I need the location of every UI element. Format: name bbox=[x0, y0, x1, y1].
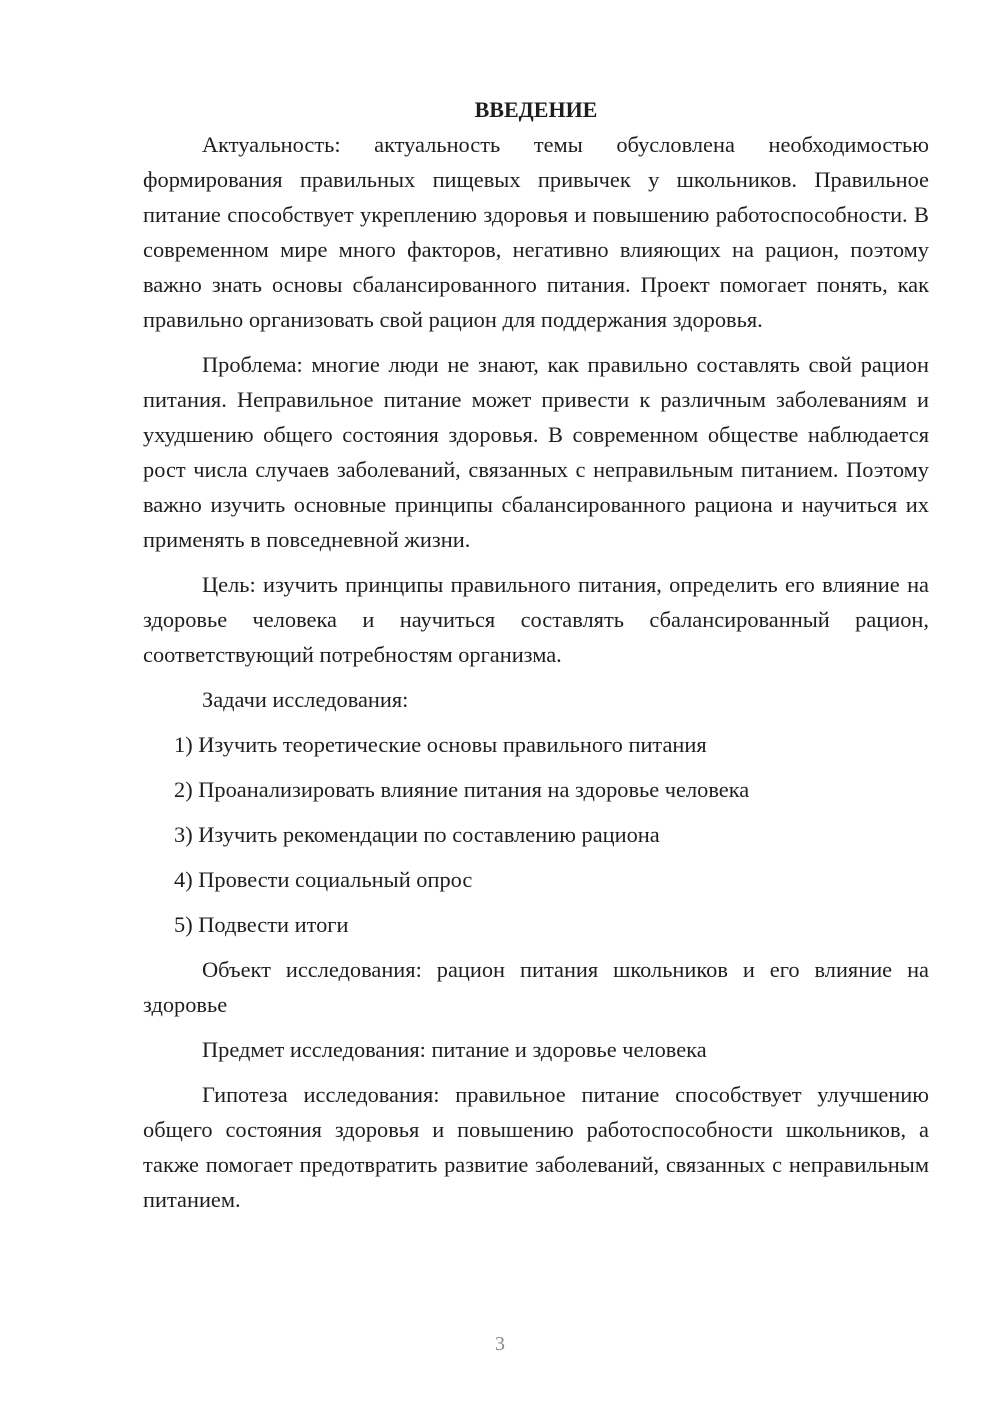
task-item: 2) Проанализировать влияние питания на здоровье человека bbox=[174, 777, 750, 802]
hypothesis-paragraph: Гипотеза исследования: правильное питание способствует улучшению общего состояния здоровья и повышению работоспособности школьников, а также помогает предотвратить развитие заболеваний, связанных с неправильным питанием. bbox=[143, 1082, 929, 1212]
tasks-list bbox=[143, 727, 929, 942]
page-number: 3 bbox=[495, 1333, 505, 1355]
object-paragraph: Объект исследования: рацион питания школьников и его влияние на здоровье bbox=[143, 957, 929, 1017]
relevance-paragraph: Актуальность: актуальность темы обусловлена необходимостью формирования правильных пищевых привычек у школьников. Правильное питание способствует укреплению здоровья и повышению работоспособности. В современном мире много факторов, негативно влияющих на рацион, поэтому важно знать основы сбалансированного питания. Проект помогает понять, как правильно организовать свой рацион для поддержания здоровья. bbox=[143, 132, 929, 332]
task-item: 5) Подвести итоги bbox=[174, 912, 349, 937]
task-item: 4) Провести социальный опрос bbox=[174, 867, 473, 892]
tasks-heading: Задачи исследования: bbox=[202, 687, 409, 712]
page-content bbox=[143, 92, 929, 1217]
problem-paragraph: Проблема: многие люди не знают, как правильно составлять свой рацион питания. Неправильное питание может привести к различным заболеваниям и ухудшению общего состояния здоровья. В современном обществе наблюдается рост числа случаев заболеваний, связанных с неправильным питанием. Поэтому важно изучить основные принципы сбалансированного рациона и научиться их применять в повседневной жизни. bbox=[143, 352, 929, 552]
goal-paragraph: Цель: изучить принципы правильного питания, определить его влияние на здоровье человека и научиться составлять сбалансированный рацион, соответствующий потребностям организма. bbox=[143, 572, 929, 667]
task-item: 1) Изучить теоретические основы правильного питания bbox=[174, 732, 707, 757]
task-item: 3) Изучить рекомендации по составлению рациона bbox=[174, 822, 660, 847]
subject-paragraph: Предмет исследования: питание и здоровье человека bbox=[202, 1037, 707, 1062]
section-title: ВВЕДЕНИЕ bbox=[474, 97, 598, 122]
